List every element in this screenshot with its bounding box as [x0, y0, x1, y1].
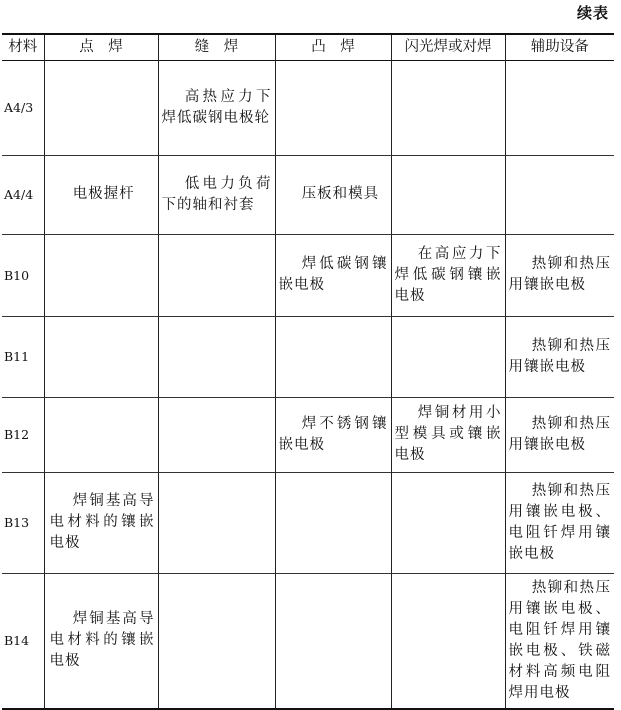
projection-welding-cell: 焊不锈钢镶嵌电极 [275, 397, 391, 472]
seam-welding-cell [158, 472, 275, 573]
table-header-row [2, 34, 614, 60]
table-row [2, 155, 614, 234]
continued-table-label: 续表 [576, 4, 609, 22]
material-cell: A4/4 [2, 155, 44, 234]
projection-welding-cell: 压板和模具 [275, 155, 391, 234]
table-row [2, 316, 614, 397]
header-spot-welding: 点 焊 [44, 34, 158, 60]
auxiliary-equipment-cell: 热铆和热压用镶嵌电极、电阻钎焊用镶嵌电极 [505, 472, 614, 573]
spot-welding-cell: 焊铜基高导电材料的镶嵌电极 [44, 573, 158, 709]
seam-welding-cell [158, 234, 275, 316]
table-row [2, 472, 614, 573]
projection-welding-cell [275, 316, 391, 397]
flash-welding-cell [391, 155, 505, 234]
flash-welding-cell [391, 316, 505, 397]
seam-welding-cell: 低电力负荷下的轴和衬套 [158, 155, 275, 234]
auxiliary-equipment-cell: 热铆和热压用镶嵌电极、电阻钎焊用镶嵌电极、铁磁材料高频电阻焊用电极 [505, 573, 614, 709]
auxiliary-equipment-cell: 热铆和热压用镶嵌电极 [505, 234, 614, 316]
flash-welding-cell [391, 472, 505, 573]
seam-welding-cell [158, 573, 275, 709]
material-cell: B13 [2, 472, 44, 573]
auxiliary-equipment-cell: 热铆和热压用镶嵌电极 [505, 316, 614, 397]
table-row [2, 60, 614, 155]
spot-welding-cell [44, 234, 158, 316]
table-row [2, 573, 614, 709]
projection-welding-cell [275, 573, 391, 709]
projection-welding-cell [275, 472, 391, 573]
spot-welding-cell [44, 60, 158, 155]
electrode-material-table [2, 33, 614, 710]
material-cell: B10 [2, 234, 44, 316]
seam-welding-cell: 高热应力下焊低碳钢电极轮 [158, 60, 275, 155]
flash-welding-cell [391, 573, 505, 709]
spot-welding-cell: 焊铜基高导电材料的镶嵌电极 [44, 472, 158, 573]
flash-welding-cell: 在高应力下焊低碳钢镶嵌电极 [391, 234, 505, 316]
material-cell: A4/3 [2, 60, 44, 155]
table-row [2, 234, 614, 316]
projection-welding-cell [275, 60, 391, 155]
spot-welding-cell [44, 397, 158, 472]
header-flash-butt-welding: 闪光焊或对焊 [391, 34, 505, 60]
header-seam-welding: 缝 焊 [158, 34, 275, 60]
header-projection-welding: 凸 焊 [275, 34, 391, 60]
header-auxiliary-equipment: 辅助设备 [505, 34, 614, 60]
flash-welding-cell: 焊铜材用小型模具或镶嵌电极 [391, 397, 505, 472]
header-material: 材料 [2, 34, 44, 60]
auxiliary-equipment-cell: 热铆和热压用镶嵌电极 [505, 397, 614, 472]
seam-welding-cell [158, 316, 275, 397]
auxiliary-equipment-cell [505, 155, 614, 234]
table-row [2, 397, 614, 472]
spot-welding-cell: 电极握杆 [44, 155, 158, 234]
seam-welding-cell [158, 397, 275, 472]
flash-welding-cell [391, 60, 505, 155]
material-cell: B12 [2, 397, 44, 472]
spot-welding-cell [44, 316, 158, 397]
auxiliary-equipment-cell [505, 60, 614, 155]
material-cell: B14 [2, 573, 44, 709]
projection-welding-cell: 焊低碳钢镶嵌电极 [275, 234, 391, 316]
material-cell: B11 [2, 316, 44, 397]
